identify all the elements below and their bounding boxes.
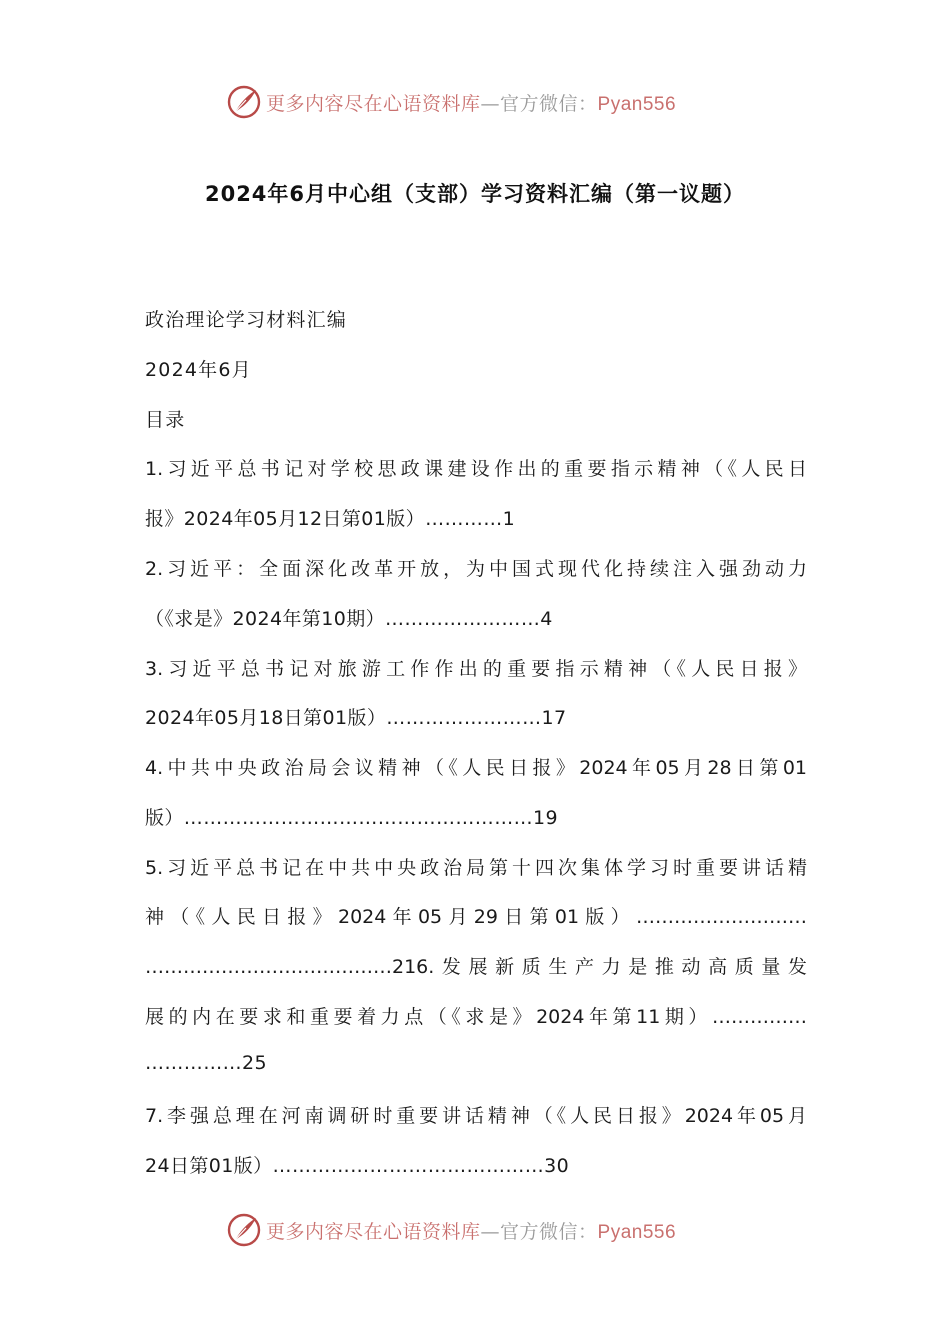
date-line: 2024年6月 xyxy=(145,359,252,381)
toc-line: 5.习近平总书记在中共中央政治局第十四次集体学习时重要讲话精 xyxy=(145,857,807,879)
watermark-wechat-id: Pyan556 xyxy=(597,1221,677,1243)
toc-line: 2.习近平：全面深化改革开放，为中国式现代化持续注入强劲动力 xyxy=(145,558,807,580)
toc-line: 版）………………………………………………19 xyxy=(145,807,558,829)
footer-watermark xyxy=(226,1210,676,1250)
document-title: 2024年6月中心组（支部）学习资料汇编（第一议题） xyxy=(204,182,746,206)
subtitle: 政治理论学习材料汇编 xyxy=(145,309,348,331)
toc-line: …………………………………216.发展新质生产力是推动高质量发 xyxy=(145,956,807,978)
watermark-wechat-label: 官方微信： xyxy=(500,92,598,115)
toc-line: 24日第01版）……………………………………30 xyxy=(145,1155,570,1177)
toc-line: ……………25 xyxy=(145,1052,267,1074)
watermark-wechat-label: 官方微信： xyxy=(500,1220,598,1243)
quill-logo-icon xyxy=(226,84,262,120)
watermark-wechat-id: Pyan556 xyxy=(597,93,677,115)
toc-line: 7.李强总理在河南调研时重要讲话精神（《人民日报》2024年05月 xyxy=(145,1105,807,1127)
toc-line: 1.习近平总书记对学校思政课建设作出的重要指示精神（《人民日 xyxy=(145,458,807,480)
quill-logo-icon xyxy=(226,1212,262,1248)
toc-line: （《求是》2024年第10期）……………………4 xyxy=(145,608,553,630)
watermark-main: 更多内容尽在心语资料库 xyxy=(266,92,481,115)
watermark-text xyxy=(266,89,676,116)
toc-line: 2024年05月18日第01版）……………………17 xyxy=(145,707,567,729)
toc-line: 神（《人民日报》2024年05月29日第01版）……………………… xyxy=(145,906,807,928)
toc-heading: 目录 xyxy=(145,409,186,431)
watermark-dash: — xyxy=(480,1220,501,1243)
watermark-main: 更多内容尽在心语资料库 xyxy=(266,1220,481,1243)
watermark-dash: — xyxy=(480,92,501,115)
toc-line: 3.习近平总书记对旅游工作作出的重要指示精神（《人民日报》 xyxy=(145,658,807,680)
toc-line: 展的内在要求和重要着力点（《求是》2024年第11期）…………… xyxy=(145,1006,807,1028)
header-watermark xyxy=(226,82,676,122)
toc-line: 报》2024年05月12日第01版）…………1 xyxy=(145,508,516,530)
watermark-text xyxy=(266,1217,676,1244)
toc-line: 4.中共中央政治局会议精神（《人民日报》2024年05月28日第01 xyxy=(145,757,807,779)
